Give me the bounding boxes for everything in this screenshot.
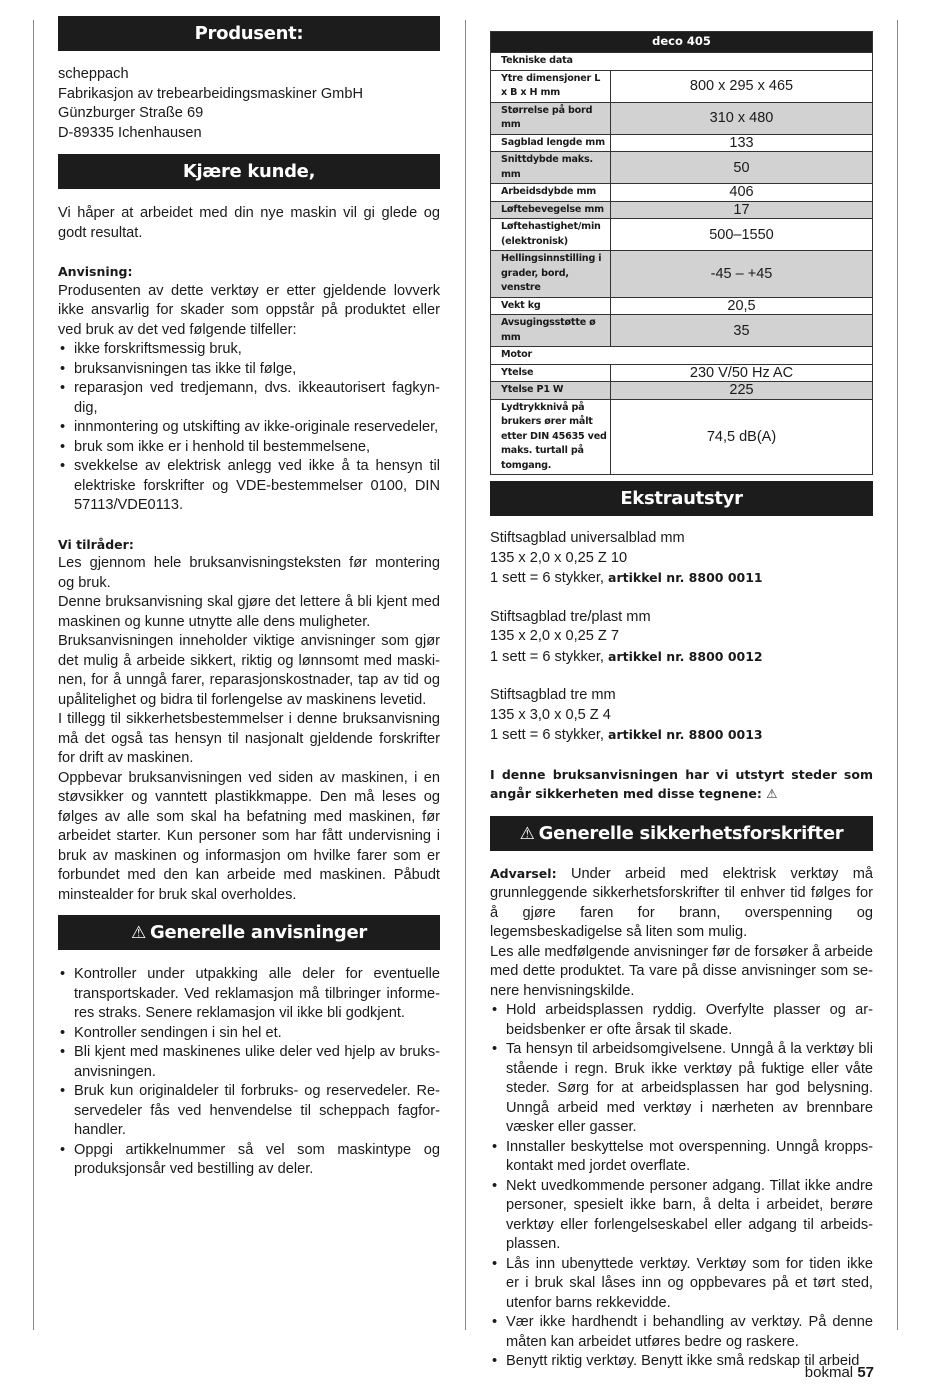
spec-label: Arbeidsdybde mm xyxy=(491,184,611,202)
producer-address xyxy=(58,65,440,143)
safety-list xyxy=(490,1001,873,1372)
warning-label: Advarsel: xyxy=(490,865,557,881)
intro-text: Vi håper at arbeidet med din nye maskin vil gi glede og godt resultat. xyxy=(58,205,440,241)
general-instructions-header xyxy=(58,915,440,950)
spec-value: 800 x 295 x 465 xyxy=(611,70,873,102)
warning-triangle-icon: ⚠ xyxy=(131,923,146,943)
spec-label: Snittdybde maks. mm xyxy=(491,152,611,184)
safety-note: I denne bruksanvisningen har vi utstyrt steder som angår sikkerheten med disse tegnene: ⚠ xyxy=(490,766,873,801)
accessory-name: Stiftsagblad tre/plast mm xyxy=(490,608,651,625)
general-header-label: Generelle anvisninger xyxy=(150,922,367,943)
spec-value: 133 xyxy=(611,134,873,152)
accessory-set-label: 1 sett = 6 stykker, xyxy=(490,570,604,586)
spec-table-title: deco 405 xyxy=(491,32,873,53)
list-item: • ikke forskriftsmessig bruk, xyxy=(58,340,440,360)
spec-label: Tekniske data xyxy=(491,53,873,71)
spec-label: Sagblad lengde mm xyxy=(491,134,611,152)
spec-label: Lydtrykknivå på brukers ører målt etter DIN 45635 ved maks. turtall på tomgang. xyxy=(491,399,611,475)
advice-paragraph: Oppbevar bruksanvisningen ved siden av maskinen, i en støvsikker og vanntett plastikkmappe. Den må leses og følges av alle som skal ha befatning med maskinen, før arbeidet starter. Kun personer som har fått undervisning i bruk av maskinen og informasjon om hvilke farer som er forbundet med den kan arbeide med maskinen. Påbudt minstealder for bruk skal overholdes. xyxy=(58,769,440,903)
list-item: • Benytt riktig verktøy. Benytt ikke små redskap til arbeid xyxy=(490,1352,873,1372)
spec-value: 50 xyxy=(611,152,873,184)
spec-label: Motor xyxy=(491,347,873,365)
accessory-article: artikkel nr. 8800 0011 xyxy=(608,570,763,585)
producer-header: Produsent: xyxy=(58,16,440,51)
notice-list xyxy=(58,340,440,516)
accessory-set-label: 1 sett = 6 stykker, xyxy=(490,648,604,665)
list-item: • Bruk kun originaldeler til forbruks- og reservedeler. Reservedeler fås ved henvendelse til scheppach fagforhandler. xyxy=(58,1082,440,1141)
accessory-set xyxy=(490,568,873,589)
list-item: • Lås inn ubenyttede verktøy. Verktøy som for tiden ikke er i bruk skal låses inn og oppbevares på et tørt sted, utenfor barns rekkevidde. xyxy=(490,1255,873,1314)
spec-value: 20,5 xyxy=(611,297,873,315)
list-item: • Nekt uvedkommende personer adgang. Tillat ikke andre personer, spesielt ikke barn, å delta i arbeidet, berøre verktøy eller forlengelseskabel eller adgang til arbeidsplassen. xyxy=(490,1177,873,1255)
spec-label: Hellingsinnstilling i grader, bord, venstre xyxy=(491,251,611,298)
list-item: • Hold arbeidsplassen ryddig. Overfylte plasser og arbeidsbenker er ofte årsak til skade. xyxy=(490,1001,873,1040)
spec-label: Avsugingsstøtte ø mm xyxy=(491,315,611,347)
notice-text: Produsenten av dette verktøy er etter gjeldende lovverk ikke ansvarlig for skader som oppstår på produktet eller ved bruk av det ved følgende tilfeller: xyxy=(58,282,440,338)
list-item: • innmontering og utskifting av ikke-originale reservedeler, xyxy=(58,418,440,438)
general-list xyxy=(58,965,440,1180)
advice-paragraph: Bruksanvisningen inneholder viktige anvisninger som gjør det mulig å arbeide sikkert, riktig og lønnsomt med maskinen, for å unngå farer, reparasjonskostnader, tap av tid og upålitelighet og bidra til forlengelse av maskinens levetid. xyxy=(58,633,440,708)
accessories-header: Ekstrautstyr xyxy=(490,481,873,516)
center-divider-line xyxy=(465,20,466,1330)
accessory-set-label: 1 sett = 6 stykker, xyxy=(490,727,604,743)
left-column xyxy=(58,16,440,1180)
list-item: • Vær ikke hardhendt i behandling av verktøy. På denne måten kan arbeidet utføres bedre og raskere. xyxy=(490,1313,873,1352)
accessory-set xyxy=(490,725,873,746)
spec-label: Ytelse P1 W xyxy=(491,382,611,400)
list-item: • Bli kjent med maskinenes ulike deler ved hjelp av bruksanvisningen. xyxy=(58,1043,440,1082)
spec-value: 225 xyxy=(611,382,873,400)
list-item: • Ta hensyn til arbeidsomgivelsene. Unngå å la verktøy bli stående i regn. Bruk ikke verktøy på fuktige eller våte steder. Sørg for at arbeidsplassen har god belysning. Unngå arbeid med verktøy i nærheten av brennbare væsker eller gasser. xyxy=(490,1040,873,1138)
right-margin-line xyxy=(897,20,898,1330)
accessory-name: Stiftsagblad tre mm xyxy=(490,687,616,703)
list-item: • Kontroller under utpakking alle deler for eventuelle transportskader. Ved reklamasjon må tilbringer informeres straks. Senere reklamasjon vil ikke bli godkjent. xyxy=(58,965,440,1024)
list-item: • bruksanvisningen tas ikke til følge, xyxy=(58,360,440,380)
list-item: • Kontroller sendingen i sin hel et. xyxy=(58,1024,440,1044)
spec-value: -45 – +45 xyxy=(611,251,873,298)
spec-value: 406 xyxy=(611,184,873,202)
producer-line: Fabrikasjon av trebearbeidingsmaskiner GmbH xyxy=(58,85,363,102)
right-column xyxy=(490,31,873,1372)
advice-paragraph: I tillegg til sikkerhetsbestemmelser i denne bruksanvisning må det også tas hensyn til nasjonalt gjeldende forskrifter for drift av maskinen. xyxy=(58,711,440,766)
advice-paragraph: Denne bruksanvisning skal gjøre det lettere å bli kjent med maskinen og kunne utnytte alle dens muligheter. xyxy=(58,594,440,630)
warning-text: Under arbeid med elektrisk verktøy må grunnleggende sikkerhetsforskrifter til enhver tid følges for å gjøre faren for brann, overspenning og legemsbeskadigelse så liten som mulig. xyxy=(490,865,874,940)
accessory-dims: 135 x 3,0 x 0,5 Z 4 xyxy=(490,706,611,723)
spec-label: Løftehastighet/min (elektronisk) xyxy=(491,219,611,251)
accessory-item xyxy=(490,608,873,668)
spec-label: Størrelse på bord mm xyxy=(491,102,611,134)
spec-value: 74,5 dB(A) xyxy=(611,399,873,475)
read-paragraph: Les alle medfølgende anvisninger før de forsøker å arbeide med dette produktet. Ta vare på disse anvisninger som senere henvisningskilde. xyxy=(490,943,873,999)
spec-label: Løftebevegelse mm xyxy=(491,201,611,219)
spec-label: Vekt kg xyxy=(491,297,611,315)
spec-table xyxy=(490,31,873,475)
list-item: • Innstaller beskyttelse mot overspenning. Unngå kroppskontakt med jordet overflate. xyxy=(490,1138,873,1177)
accessory-item xyxy=(490,529,873,589)
spec-label: Ytelse xyxy=(491,364,611,382)
accessory-item xyxy=(490,686,873,746)
list-item: • Oppgi artikkelnummer så vel som maskintype og produksjonsår ved bestilling av deler. xyxy=(58,1141,440,1180)
producer-line: scheppach xyxy=(58,66,129,82)
accessory-article: artikkel nr. 8800 0013 xyxy=(608,727,763,742)
page-number: 57 xyxy=(857,1364,874,1381)
accessory-name: Stiftsagblad universalblad mm xyxy=(490,530,685,546)
safety-header xyxy=(490,816,873,851)
advice-paragraph: Les gjennom hele bruksanvisningsteksten før montering og bruk. xyxy=(58,555,440,591)
warning-paragraph xyxy=(490,864,873,943)
spec-value: 500–1550 xyxy=(611,219,873,251)
accessory-set xyxy=(490,647,873,668)
spec-label: Ytre dimensjoner L x B x H mm xyxy=(491,70,611,102)
footer-language: bokmal xyxy=(804,1364,854,1381)
spec-value: 310 x 480 xyxy=(611,102,873,134)
safety-header-label: Generelle sikkerhetsforskrifter xyxy=(538,822,844,844)
producer-line: Günzburger Straße 69 xyxy=(58,105,204,121)
left-margin-line xyxy=(33,20,34,1330)
accessory-article: artikkel nr. 8800 0012 xyxy=(608,648,763,664)
accessory-dims: 135 x 2,0 x 0,25 Z 10 xyxy=(490,549,628,566)
spec-value: 230 V/50 Hz AC xyxy=(611,364,873,382)
notice-title: Anvisning: xyxy=(58,264,133,279)
warning-triangle-icon: ⚠ xyxy=(519,823,535,844)
page-footer xyxy=(805,1363,874,1383)
list-item: • bruk som ikke er i henhold til bestemmelsene, xyxy=(58,438,440,458)
spec-value: 35 xyxy=(611,315,873,347)
advice-title: Vi tilråder: xyxy=(58,536,134,552)
dear-customer-header: Kjære kunde, xyxy=(58,154,440,189)
accessory-dims: 135 x 2,0 x 0,25 Z 7 xyxy=(490,628,619,644)
producer-line: D-89335 Ichenhausen xyxy=(58,124,202,141)
spec-value: 17 xyxy=(611,201,873,219)
list-item: • svekkelse av elektrisk anlegg ved ikke å ta hensyn til elektriske forskrifter og VDE-bestemmelser 0100, DIN 57113/VDE0113. xyxy=(58,457,440,516)
list-item: • reparasjon ved tredjemann, dvs. ikkeautorisert fagkyndig, xyxy=(58,379,440,418)
